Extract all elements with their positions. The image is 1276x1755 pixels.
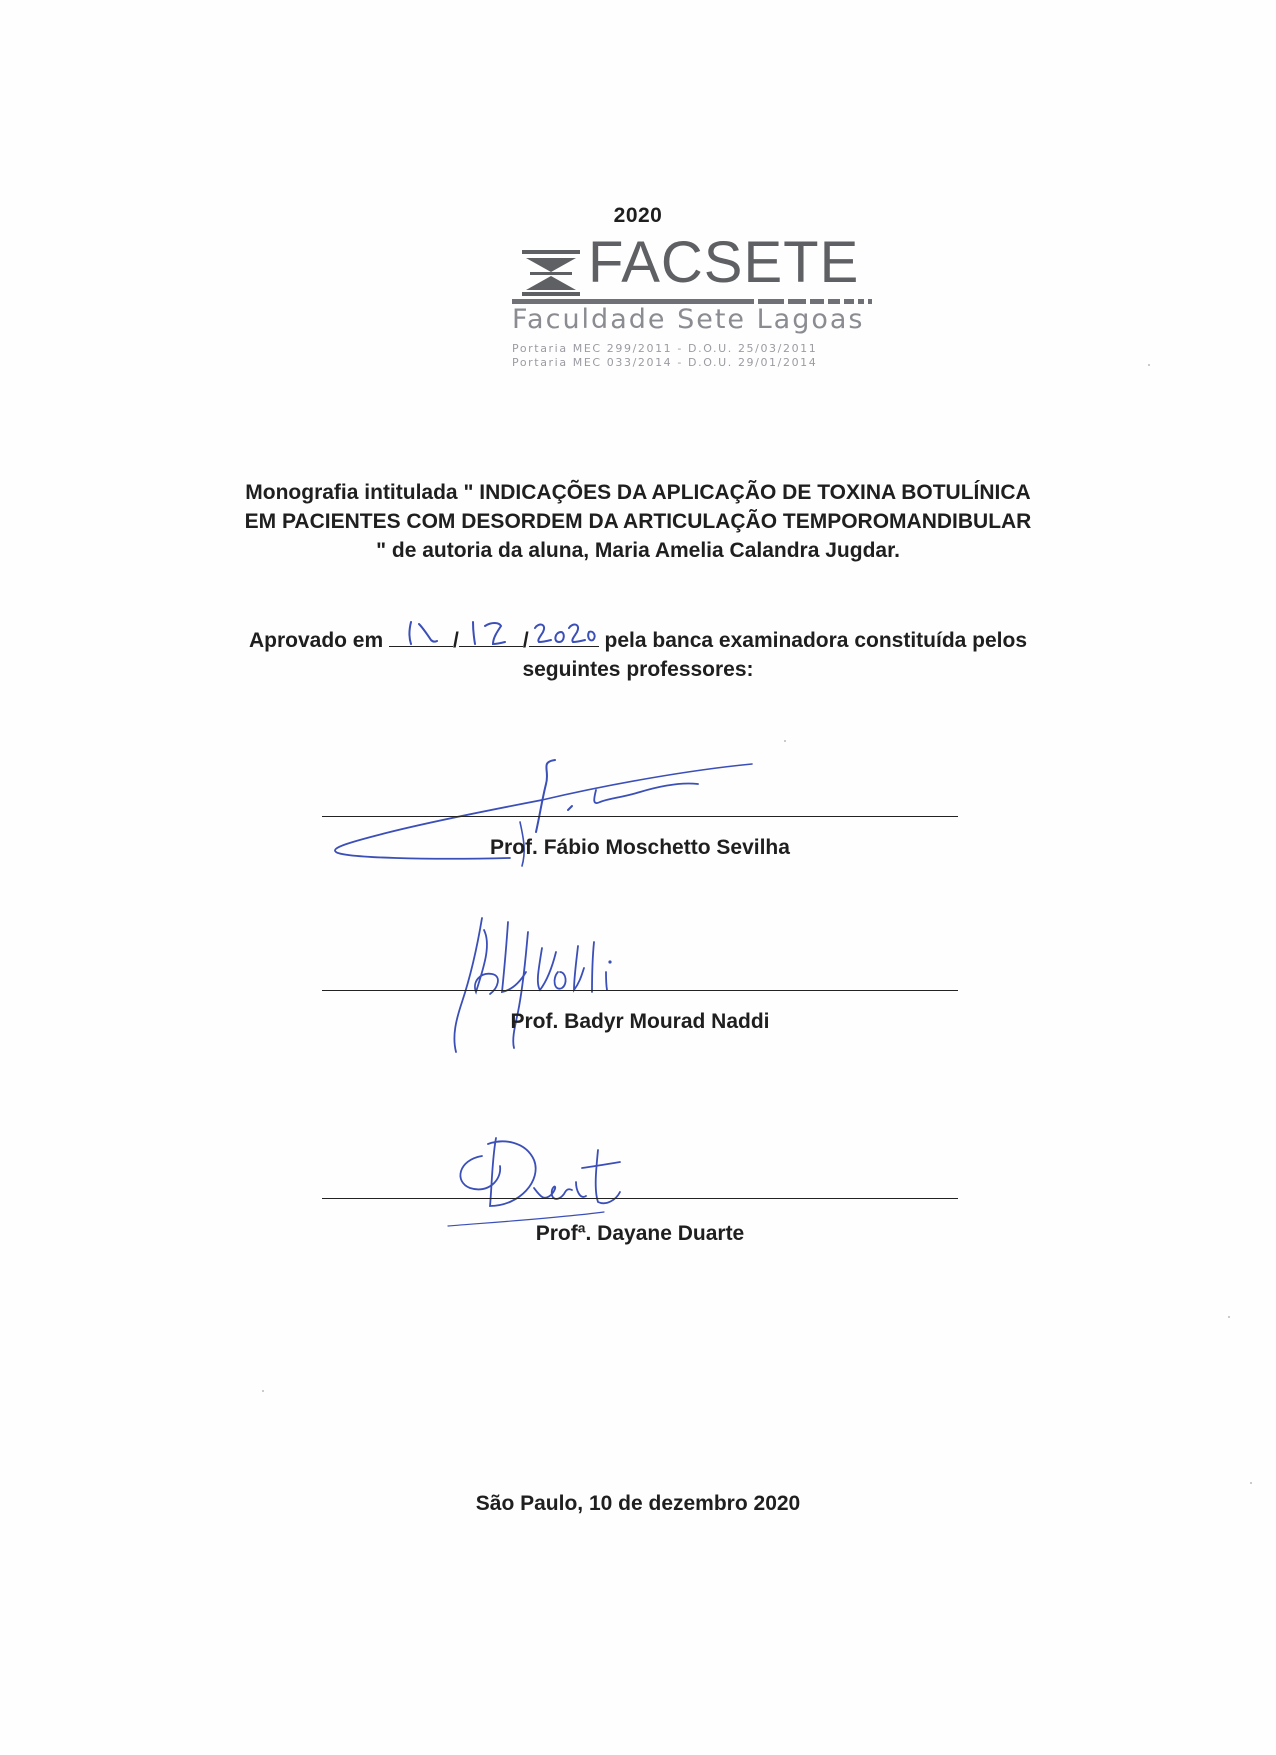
date-separator-1: / xyxy=(453,629,459,652)
document-year: 2020 xyxy=(613,204,663,227)
scan-speck xyxy=(1250,1482,1252,1484)
approval-statement xyxy=(150,624,1126,684)
date-day-field xyxy=(389,624,453,647)
approval-prefix: Aprovado em xyxy=(248,629,384,652)
signature-line-1 xyxy=(322,816,958,817)
examiner-3-name: Profª. Dayane Duarte xyxy=(535,1222,745,1245)
place-and-date: São Paulo, 10 de dezembro 2020 xyxy=(475,1492,801,1515)
scan-speck xyxy=(784,740,786,742)
examiner-1-name: Prof. Fábio Moschetto Sevilha xyxy=(490,836,790,859)
scan-speck xyxy=(262,1390,264,1392)
date-separator-2: / xyxy=(522,629,529,652)
examiner-1-signature-block xyxy=(322,740,958,890)
logo-name: FACSETE xyxy=(588,230,860,295)
logo-portaria-2: Portaria MEC 033/2014 - D.O.U. 29/01/2014 xyxy=(512,356,818,369)
logo-portaria-1: Portaria MEC 299/2011 - D.O.U. 25/03/2011 xyxy=(512,342,818,355)
handwritten-year xyxy=(529,614,599,650)
scan-speck xyxy=(1148,364,1150,366)
approval-suffix: pela banca examinadora constituída pelos xyxy=(604,629,1028,652)
approval-line-2: seguintes professores: xyxy=(522,658,754,681)
signature-fabio-icon xyxy=(310,740,790,890)
monograph-line-1: Monografia intitulada " INDICAÇÕES DA APLICAÇÃO DE TOXINA BOTULÍNICA xyxy=(245,481,1031,504)
date-month-field xyxy=(459,624,523,647)
examiner-2-signature-block xyxy=(322,912,958,1062)
approval-line-1 xyxy=(150,624,1126,655)
signature-line-3 xyxy=(322,1198,958,1199)
facsete-logo xyxy=(508,230,868,378)
monograph-line-3: " de autoria da aluna, Maria Amelia Calandra Jugdar. xyxy=(376,539,900,562)
scan-speck xyxy=(1228,1316,1230,1318)
signature-line-2 xyxy=(322,990,958,991)
signature-badyr-icon xyxy=(442,912,662,1062)
handwritten-month xyxy=(459,614,523,650)
monograph-statement xyxy=(150,478,1126,565)
examiner-3-signature-block xyxy=(322,1130,958,1270)
handwritten-day xyxy=(389,614,453,650)
facsete-emblem-icon xyxy=(522,248,580,298)
monograph-line-2: EM PACIENTES COM DESORDEM DA ARTICULAÇÃO TEMPOROMANDIBULAR xyxy=(244,510,1032,533)
examiner-2-name: Prof. Badyr Mourad Naddi xyxy=(510,1010,770,1033)
date-year-field xyxy=(529,624,599,647)
logo-subtitle: Faculdade Sete Lagoas xyxy=(512,304,865,335)
